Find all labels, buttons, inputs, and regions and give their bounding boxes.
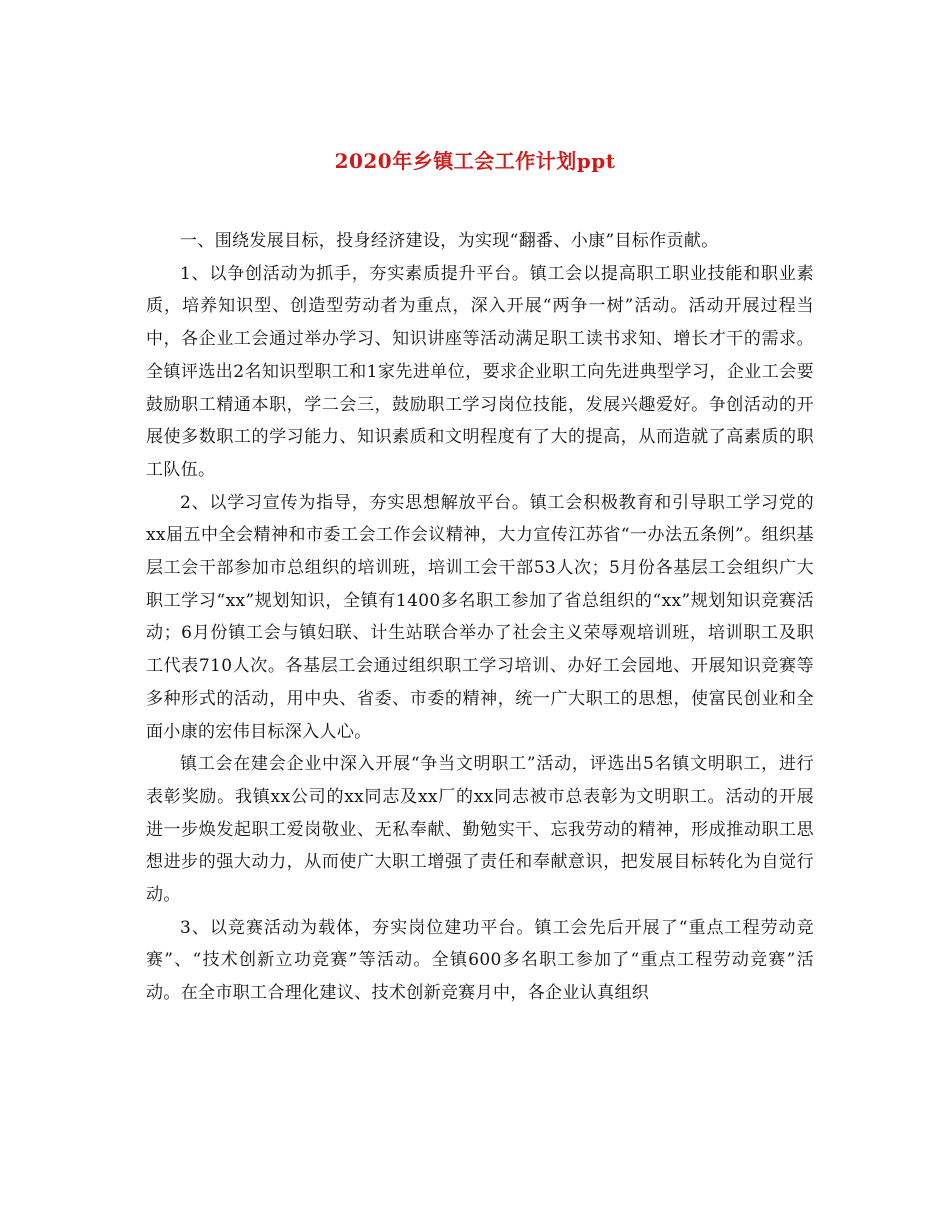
paragraph-civilized-workers: 镇工会在建会企业中深入开展“争当文明职工”活动，评选出5名镇文明职工，进行表彰奖励。我镇xx公司的xx同志及xx厂的xx同志被市总表彰为文明职工。活动的开展进一步焕发起职工爱岗敬业、无私奉献、勤勉实干、忘我劳动的精神，形成推动职工思想进步的强大动力，从而使广大职工增强了责任和奉献意识，把发展目标转化为自觉行动。 [146, 754, 814, 906]
paragraph-section-heading: 一、围绕发展目标，投身经济建设，为实现“翻番、小康”目标作贡献。 [180, 231, 719, 251]
paragraph-item-3: 3、以竞赛活动为载体，夯实岗位建功平台。镇工会先后开展了“重点工程劳动竞赛”、“技术创新立功竞赛”等活动。全镇600多名职工参加了“重点工程劳动竞赛”活动。在全市职工合理化建议、技术创新竞赛月中，各企业认真组织 [146, 917, 814, 1004]
paragraph-item-1: 1、以争创活动为抓手，夯实素质提升平台。镇工会以提高职工职业技能和职业素质，培养知识型、创造型劳动者为重点，深入开展“两争一树”活动。活动开展过程当中，各企业工会通过举办学习、知识讲座等活动满足职工读书求知、增长才干的需求。全镇评选出2名知识型职工和1家先进单位，要求企业职工向先进典型学习，企业工会要鼓励职工精通本职，学二会三，鼓励职工学习岗位技能，发展兴趣爱好。争创活动的开展使多数职工的学习能力、知识素质和文明程度有了大的提高，从而造就了高素质的职工队伍。 [146, 263, 814, 480]
paragraph-item-2: 2、以学习宣传为指导，夯实思想解放平台。镇工会积极教育和引导职工学习党的xx届五中全会精神和市委工会工作会议精神，大力宣传江苏省“一办法五条例”。组织基层工会干部参加市总组织的培训班，培训工会干部53人次；5月份各基层工会组织广大职工学习“xx”规划知识，全镇有1400多名职工参加了省总组织的“xx”规划知识竞赛活动；6月份镇工会与镇妇联、计生站联合举办了社会主义荣辱观培训班，培训职工及职工代表710人次。各基层工会通过组织职工学习培训、办好工会园地、开展知识竞赛等多种形式的活动，用中央、省委、市委的精神，统一广大职工的思想，使富民创业和全面小康的宏伟目标深入人心。 [146, 492, 814, 742]
document-body [146, 225, 814, 1010]
document-title: 2020年乡镇工会工作计划ppt [334, 149, 616, 173]
